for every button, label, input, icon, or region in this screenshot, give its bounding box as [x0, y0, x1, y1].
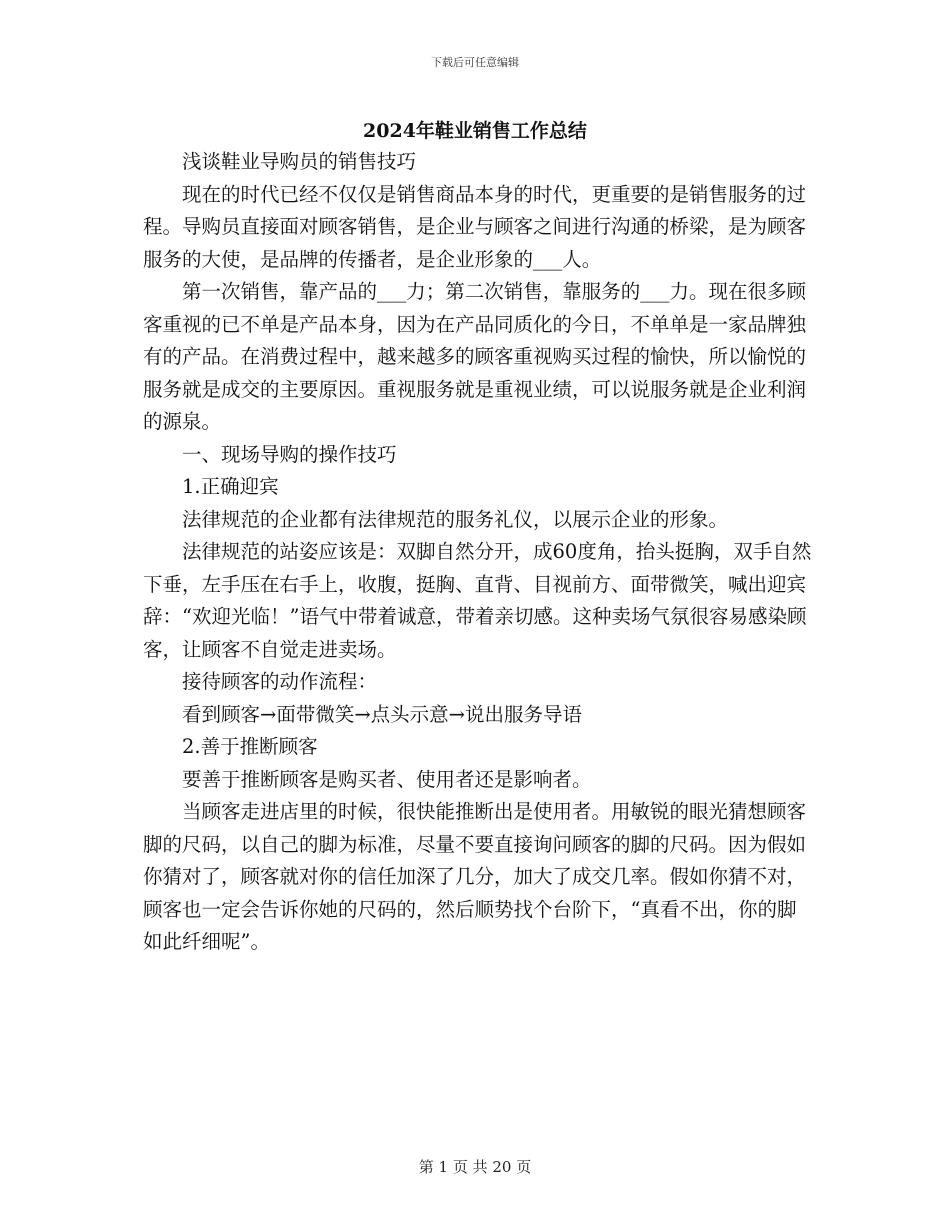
paragraph: 要善于推断顾客是购买者、使用者还是影响者。	[182, 767, 592, 791]
section-heading: 一、现场导购的操作技巧	[182, 442, 397, 466]
process-flow: 看到顾客→面带微笑→点头示意→说出服务导语	[182, 702, 583, 726]
document-body	[143, 146, 813, 959]
document-title: 2024年鞋业销售工作总结	[363, 120, 587, 142]
paragraph: 法律规范的企业都有法律规范的服务礼仪，以展示企业的形象。	[182, 507, 729, 531]
subsection-heading: 1.正确迎宾	[182, 475, 279, 498]
paragraph: 接待顾客的动作流程：	[182, 670, 378, 693]
paragraph: 法律规范的站姿应该是：双脚自然分开，成60度角，抬头挺胸，双手自然下垂，左手压在右手上，收腹，挺胸、直背、目视前方、面带微笑，喊出迎宾辞：“欢迎光临！”语气中带着诚意，带着亲切感。这种卖场气氛很容易感染顾客，让顾客不自觉走进卖场。	[143, 540, 812, 661]
paragraph: 当顾客走进店里的时候，很快能推断出是使用者。用敏锐的眼光猜想顾客脚的尺码，以自己的脚为标准，尽量不要直接询问顾客的脚的尺码。因为假如你猜对了，顾客就对你的信任加深了几分，加大了成交几率。假如你猜不对，顾客也一定会告诉你她的尺码的，然后顺势找个台阶下，“真看不出，你的脚如此纤细呢”。	[143, 800, 807, 953]
paragraph: 第一次销售，靠产品的___力；第二次销售，靠服务的___力。现在很多顾客重视的已不单是产品本身，因为在产品同质化的今日，不单单是一家品牌独有的产品。在消费过程中，越来越多的顾客重视购买过程的愉快，所以愉悦的服务就是成交的主要原因。重视服务就是重视业绩，可以说服务就是企业利润的源泉。	[143, 280, 807, 433]
page-header: 下载后可任意编辑	[431, 56, 519, 69]
paragraph-subtitle: 浅谈鞋业导购员的销售技巧	[182, 150, 417, 173]
page-footer: 第 1 页 共 20 页	[418, 1158, 532, 1176]
subsection-heading: 2.善于推断顾客	[182, 735, 318, 758]
paragraph: 现在的时代已经不仅仅是销售商品本身的时代，更重要的是销售服务的过程。导购员直接面对顾客销售，是企业与顾客之间进行沟通的桥梁，是为顾客服务的大使，是品牌的传播者，是企业形象的___人。	[143, 182, 807, 271]
